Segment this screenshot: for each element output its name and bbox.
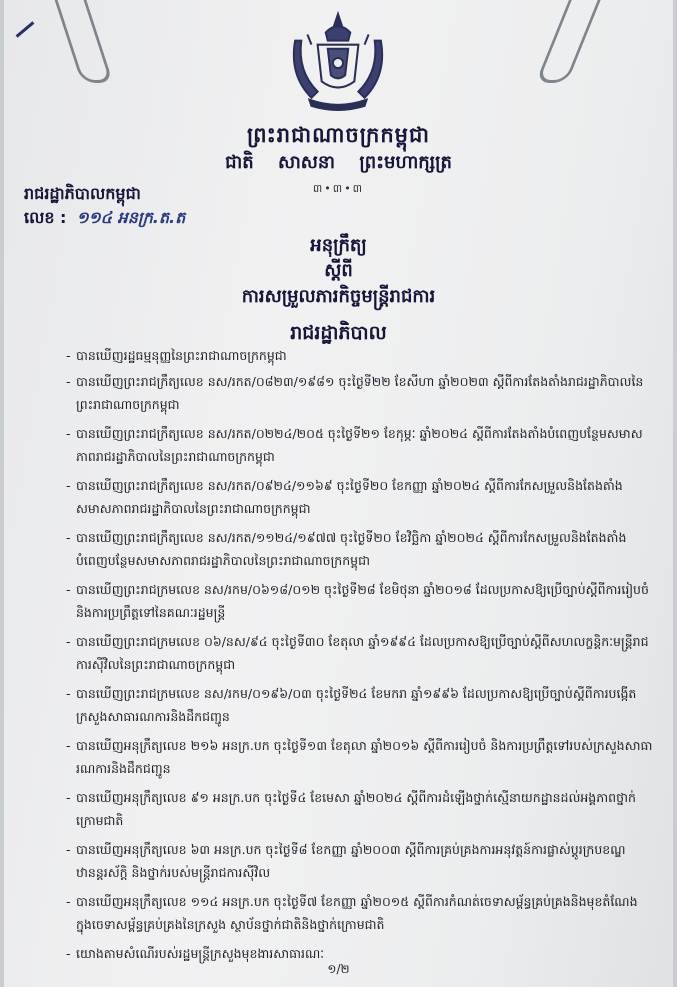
list-item: - បានឃើញព្រះរាជក្រមលេខ នស/រកម/០១៩៦/០៣ ចុះថ្ងៃទី២៤ ខែមករា ឆ្នាំ១៩៩៦ ដែលប្រកាសឱ្យប្រើច្បាប់ស្តីពីការបង្កើតក្រសួងសាធារណការនិងដឹកជញ្ជូន — [66, 686, 637, 724]
list-item: - បានឃើញអនុក្រឹត្យលេខ ៩១ អនក្រ.បក ចុះថ្ងៃទី៤ ខែមេសា ឆ្នាំ២០២៤ ស្តីពីការដំឡើងថ្នាក់ស្មើនាយកដ្ឋានដល់អង្គភាពថ្នាក់ក្រោមជាតិ — [66, 790, 636, 828]
list-item: - បានឃើញអនុក្រឹត្យលេខ ២១៦ អនក្រ.បក ចុះថ្ងៃទី១៣ ខែតុលា ឆ្នាំ២០១៦ ស្តីពីការរៀបចំ និងការប្រព្រឹត្តទៅរបស់ក្រសួងសាធារណការនិងដឹកជញ្ជូន — [66, 738, 653, 776]
document-type: អនុក្រឹត្យ — [310, 235, 367, 256]
list-item: - យោងតាមសំណើរបស់រដ្ឋមន្ត្រីក្រសួងមុខងារសាធារណៈ — [66, 946, 325, 961]
number-label: លេខ : — [24, 208, 67, 227]
about-label: ស្តីពី — [324, 260, 353, 281]
list-item: - បានឃើញអនុក្រឹត្យលេខ ៦៣ អនក្រ.បក ចុះថ្ងៃទី៨ ខែកញ្ញា ឆ្នាំ២០០៣ ស្តីពីការគ្រប់គ្រងការអនុវត្តន៍ការផ្លាស់ប្តូរក្របខណ្ឌ ឋានន្តរស័ក្តិ និងថ្នាក់របស់មន្ត្រីរាជការស៊ីវិល — [66, 842, 626, 880]
document-subject: ការសម្រួលភារកិច្ចមន្ត្រីរាជការ — [241, 286, 436, 307]
list-item: - បានឃើញព្រះរាជក្រឹត្យលេខ នស/រកត/០៩២៤/១១៦៩ ចុះថ្ងៃទី២០ ខែកញ្ញា ឆ្នាំ២០២៤ ស្តីពីការកែសម្រួលនិងតែងតាំងសមាសភាពរាជរដ្ឋាភិបាលនៃព្រះរាជាណាចក្រកម្ពុជា — [66, 478, 623, 516]
number-value: ១១៤ អនក្រ.ត.ត — [76, 208, 186, 227]
pen-mark — [16, 21, 35, 37]
list-item: - បានឃើញព្រះរាជក្រមលេខ នស/រកម/០៦១៨/០១២ ចុះថ្ងៃទី២៨ ខែមិថុនា ឆ្នាំ២០១៨ ដែលប្រកាសឱ្យប្រើច្បាប់ស្តីពីការរៀបចំនិងការប្រព្រឹត្តទៅនៃគណៈរដ្ឋមន្ត្រី — [66, 582, 649, 620]
issuer-name: រាជរដ្ឋាភិបាលកម្ពុជា — [24, 184, 141, 203]
document-page — [4, 0, 673, 987]
page-number: ១/២ — [327, 962, 350, 976]
list-item: - បានឃើញព្រះរាជក្រមលេខ ០៦/នស/៩៤ ចុះថ្ងៃទី៣០ ខែតុលា ឆ្នាំ១៩៩៤ ដែលប្រកាសឱ្យប្រើច្បាប់ស្តីពីសហលក្ខន្តិកៈមន្ត្រីរាជការស៊ីវិលនៃព្រះរាជាណាចក្រកម្ពុជា — [66, 634, 649, 672]
list-item: - បានឃើញរដ្ឋធម្មនុញ្ញនៃព្រះរាជាណាចក្រកម្ពុជា — [66, 348, 287, 363]
paper-clip-icon — [535, 0, 601, 83]
kingdom-title: ព្រះរាជាណាចក្រកម្ពុជា — [246, 123, 430, 147]
list-item: - បានឃើញព្រះរាជក្រឹត្យលេខ នស/រកត/០២២៤/២០៥ ចុះថ្ងៃទី២១ ខែកុម្ភៈ ឆ្នាំ២០២៤ ស្តីពីការតែងតាំងបំពេញបន្ថែមសមាសភាពរាជរដ្ឋាភិបាលនៃព្រះរាជាណាចក្រកម្ពុជា — [66, 426, 643, 464]
issuing-authority: រាជរដ្ឋាភិបាល — [290, 322, 387, 344]
list-item: - បានឃើញអនុក្រឹត្យលេខ ១១៤ អនក្រ.បក ចុះថ្ងៃទី៧ ខែកញ្ញា ឆ្នាំ២០១៥ ស្តីពីការកំណត់ចេទាសម្ព័ន្ធគ្រប់គ្រងនិងមុខតំណែងក្នុងចេទាសម្ព័ន្ធគ្រប់គ្រងនៃក្រសួង ស្ថាប័នថ្នាក់ជាតិនិងថ្នាក់ក្រោមជាតិ — [66, 894, 638, 932]
national-motto: ជាតិ សាសនា ព្រះមហាក្សត្រ — [225, 152, 452, 173]
royal-emblem-icon — [287, 10, 389, 112]
ornament-divider: ៣•៣•៣ — [312, 182, 365, 195]
list-item: - បានឃើញព្រះរាជក្រឹត្យលេខ នស/រកត/១១២៤/១៩៧៧ ចុះថ្ងៃទី២០ ខែវិច្ឆិកា ឆ្នាំ២០២៤ ស្តីពីការកែសម្រួលនិងតែងតាំងបំពេញបន្ថែមសមាសភាពរាជរដ្ឋាភិបាលនៃព្រះរាជាណាចក្រកម្ពុជា — [66, 530, 627, 568]
document-number — [24, 207, 185, 231]
list-item: - បានឃើញព្រះរាជក្រឹត្យលេខ នស/រកត/០៨២៣/១៩៨១ ចុះថ្ងៃទី២២ ខែសីហា ឆ្នាំ២០២៣ ស្តីពីការតែងតាំងរាជរដ្ឋាភិបាលនៃព្រះរាជាណាចក្រកម្ពុជា — [66, 374, 644, 412]
preamble-list — [66, 345, 654, 965]
paper-clip-icon — [55, 0, 114, 83]
